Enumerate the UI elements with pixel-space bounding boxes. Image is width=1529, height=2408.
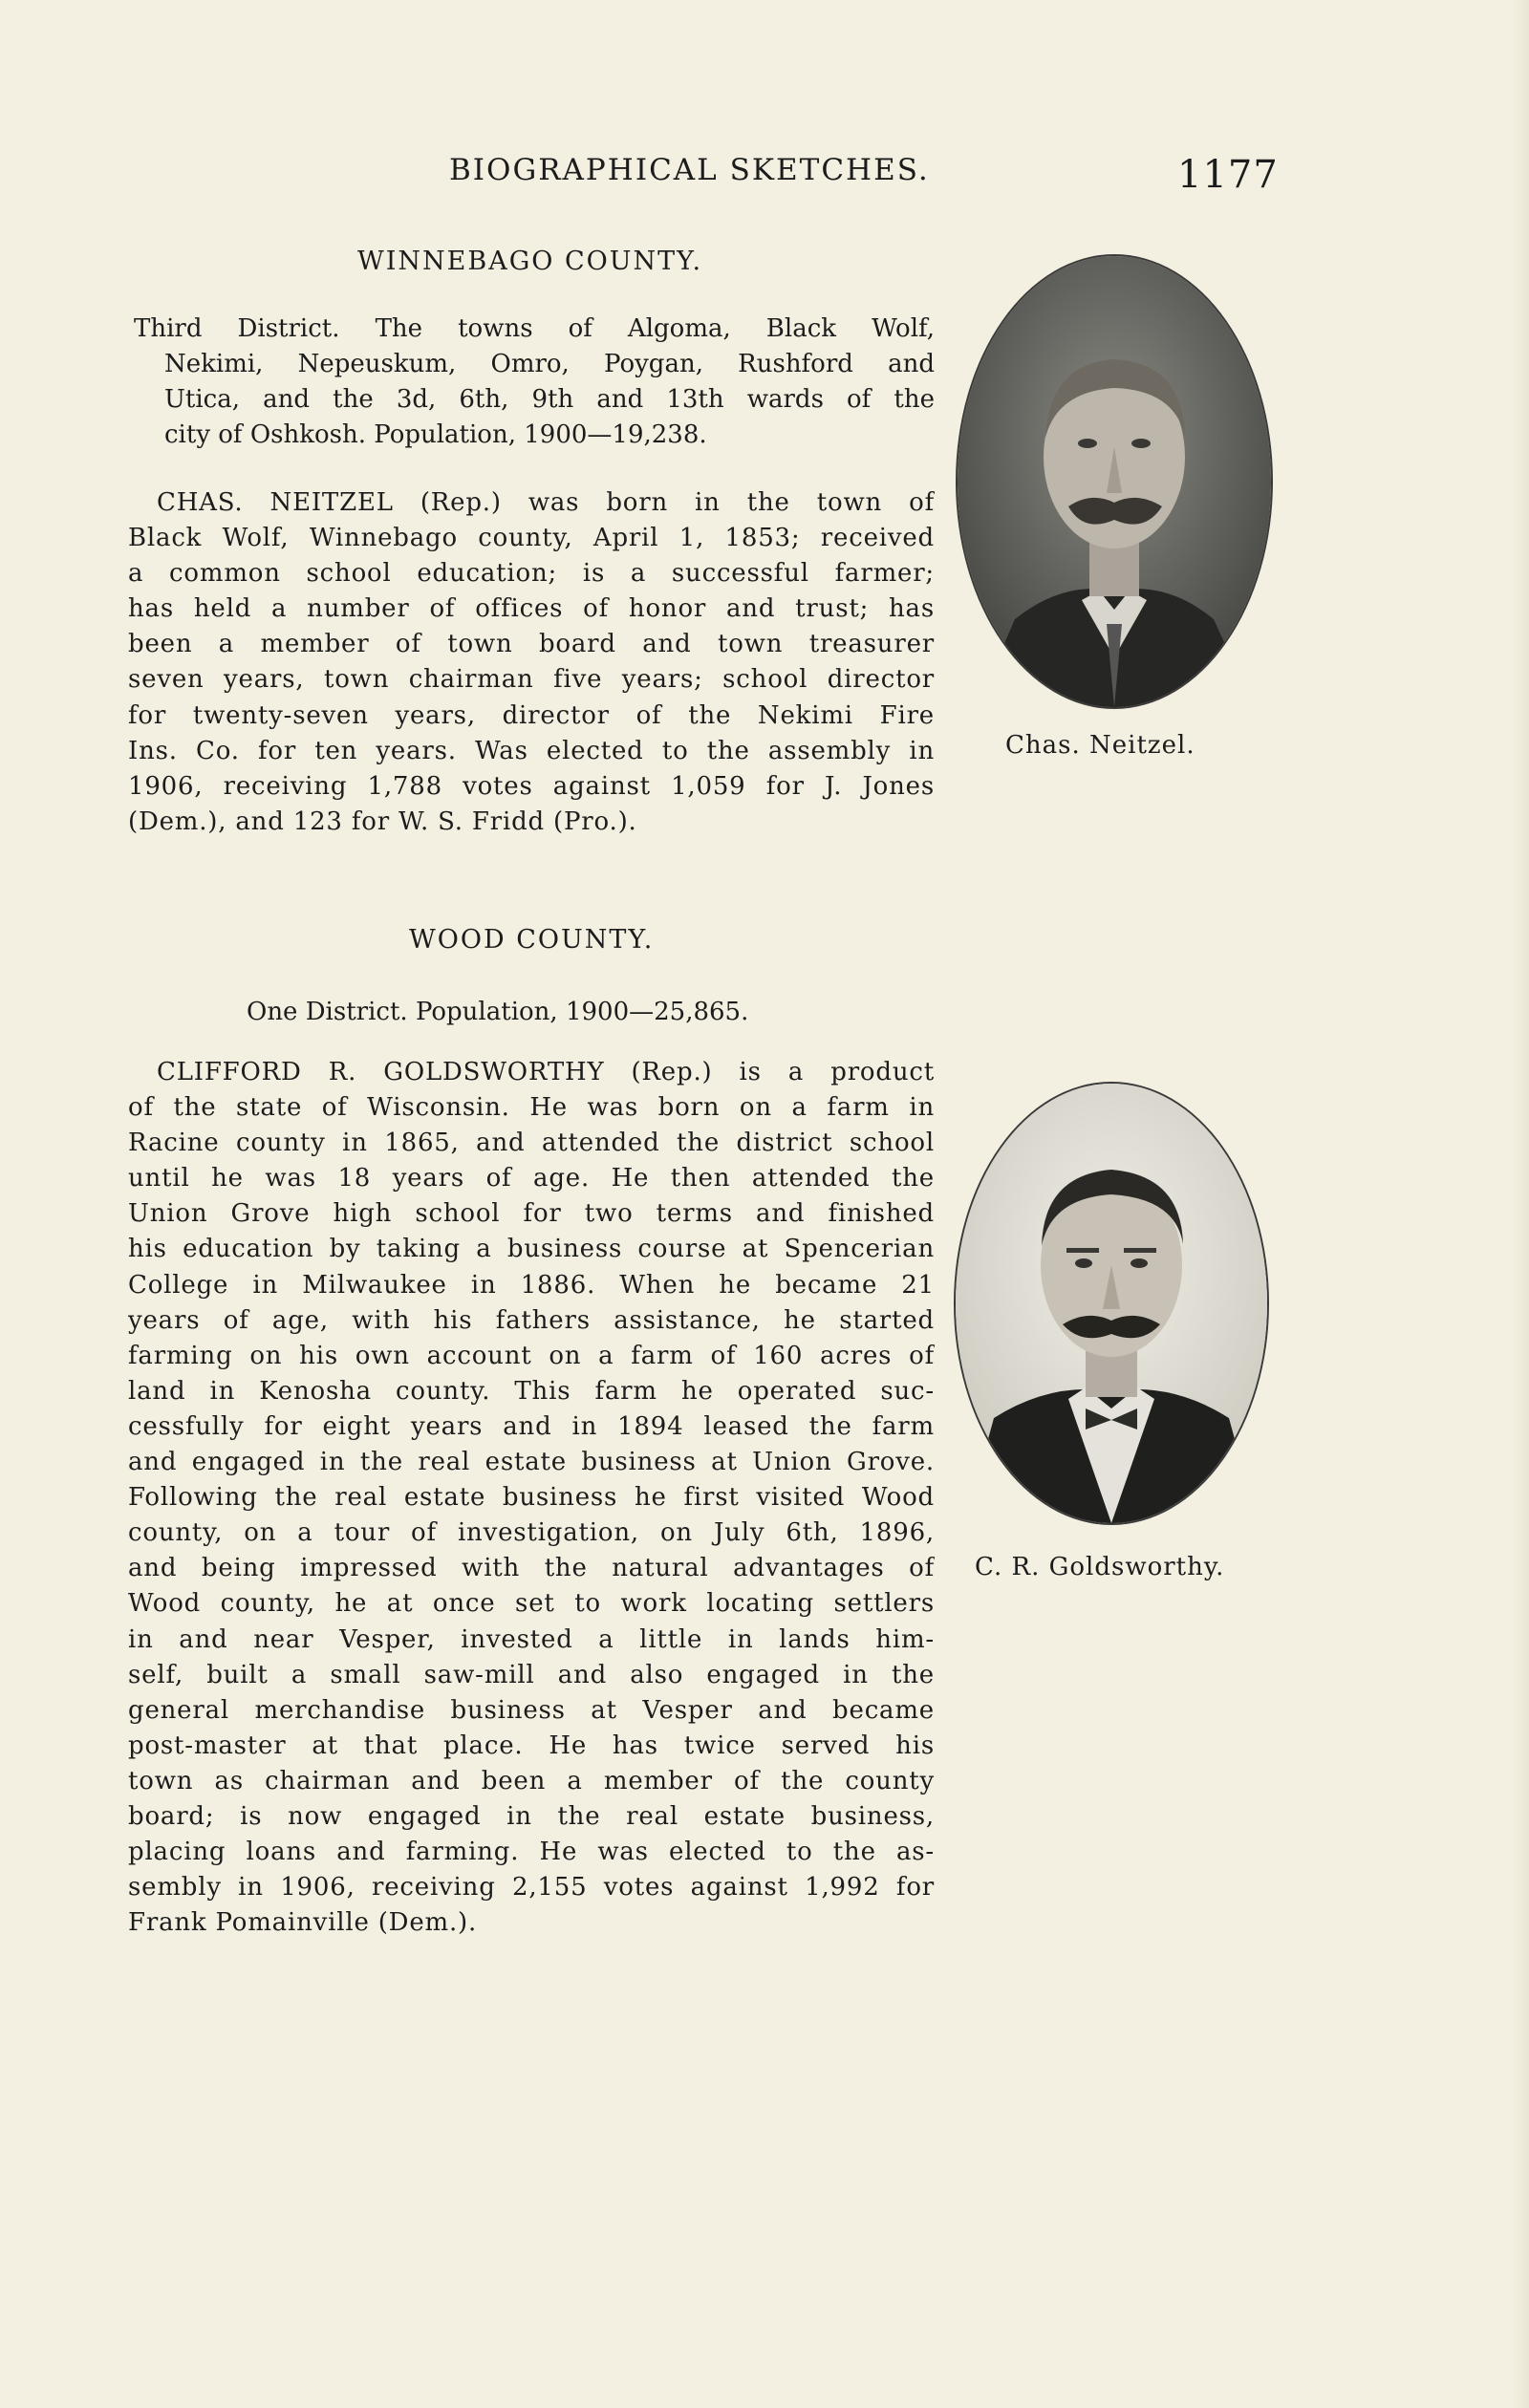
bio-line: post-master at that place. He has twice served his <box>128 1731 935 1760</box>
bio-line: sembly in 1906, receiving 2,155 votes against 1,992 for <box>128 1873 935 1903</box>
bio-line: College in Milwaukee in 1886. When he became 21 <box>128 1270 935 1300</box>
bio-line: CLIFFORD R. GOLDSWORTHY (Rep.) is a product <box>157 1058 935 1086</box>
winnebago-district-description <box>134 312 935 453</box>
bio-line: until he was 18 years of age. He then attended the <box>128 1164 935 1193</box>
bio-line: a common school education; is a successful farmer; <box>128 559 935 589</box>
bio-line: cessfully for eight years and in 1894 leased the farm <box>128 1411 935 1441</box>
bio-line: county, on a tour of investigation, on July 6th, 1896, <box>128 1518 935 1548</box>
bio-line: general merchandise business at Vesper and became <box>128 1695 935 1725</box>
bio-line: Ins. Co. for ten years. Was elected to the assembly in <box>128 736 935 765</box>
bio-line: land in Kenosha county. This farm he operated suc- <box>128 1376 935 1406</box>
bio-line: self, built a small saw-mill and also engaged in the <box>128 1660 935 1689</box>
bio-line: has held a number of offices of honor and trust; has <box>128 594 935 624</box>
bio-line: placing loans and farming. He was elected to the as- <box>128 1838 935 1867</box>
bio-line: his education by taking a business course at Spencerian <box>128 1235 935 1264</box>
goldsworthy-caption: C. R. Goldsworthy. <box>975 1553 1225 1581</box>
bio-line: and being impressed with the natural advantages of <box>128 1554 935 1583</box>
bio-line: and engaged in the real estate business at Union Grove. <box>128 1448 935 1477</box>
district-line: Nekimi, Nepeuskum, Omro, Poygan, Rushford and <box>164 350 935 378</box>
neitzel-portrait-image <box>958 256 1271 707</box>
district-line: Third District. The towns of Algoma, Black Wolf, <box>134 314 935 343</box>
bio-line: farming on his own account on a farm of 160 acres of <box>128 1341 935 1370</box>
bio-line: of the state of Wisconsin. He was born on a farm in <box>128 1093 935 1123</box>
wood-district-description <box>247 995 915 1030</box>
wood-county-heading: WOOD COUNTY. <box>409 925 655 955</box>
bio-line: CHAS. NEITZEL (Rep.) was born in the town of <box>157 488 935 517</box>
neitzel-biography <box>128 485 935 840</box>
bio-line: Following the real estate business he first visited Wood <box>128 1483 935 1513</box>
bio-line: Union Grove high school for two terms and finished <box>128 1199 935 1229</box>
goldsworthy-biography <box>128 1055 935 1941</box>
district-line: Utica, and the 3d, 6th, 9th and 13th wards of the <box>164 385 935 414</box>
goldsworthy-portrait <box>954 1082 1269 1525</box>
bio-line: years of age, with his fathers assistance, he started <box>128 1305 935 1335</box>
bio-line: Racine county in 1865, and attended the district school <box>128 1129 935 1158</box>
bio-line: (Dem.), and 123 for W. S. Fridd (Pro.). <box>128 806 637 836</box>
goldsworthy-portrait-image <box>956 1084 1267 1523</box>
bio-line: Wood county, he at once set to work locating settlers <box>128 1589 935 1619</box>
bio-line: town as chairman and been a member of the county <box>128 1766 935 1795</box>
bio-line: 1906, receiving 1,788 votes against 1,059 for J. Jones <box>128 771 935 801</box>
bio-line: for twenty-seven years, director of the Nekimi Fire <box>128 700 935 730</box>
neitzel-caption: Chas. Neitzel. <box>1005 731 1195 760</box>
bio-line: been a member of town board and town treasurer <box>128 630 935 659</box>
page-number: 1177 <box>1177 153 1279 197</box>
neitzel-portrait <box>956 254 1273 709</box>
district-line: One District. Population, 1900—25,865. <box>247 998 749 1026</box>
district-line: city of Oshkosh. Population, 1900—19,238. <box>164 420 707 449</box>
page-edge-shadow <box>1512 0 1529 2408</box>
bio-line: seven years, town chairman five years; school director <box>128 665 935 695</box>
bio-line: board; is now engaged in the real estate business, <box>128 1801 935 1831</box>
bio-line: in and near Vesper, invested a little in lands him- <box>128 1624 935 1654</box>
running-head: BIOGRAPHICAL SKETCHES. <box>449 153 930 187</box>
bio-line: Black Wolf, Winnebago county, April 1, 1853; received <box>128 524 935 553</box>
bio-line: Frank Pomainville (Dem.). <box>128 1908 478 1938</box>
winnebago-county-heading: WINNEBAGO COUNTY. <box>357 247 703 276</box>
